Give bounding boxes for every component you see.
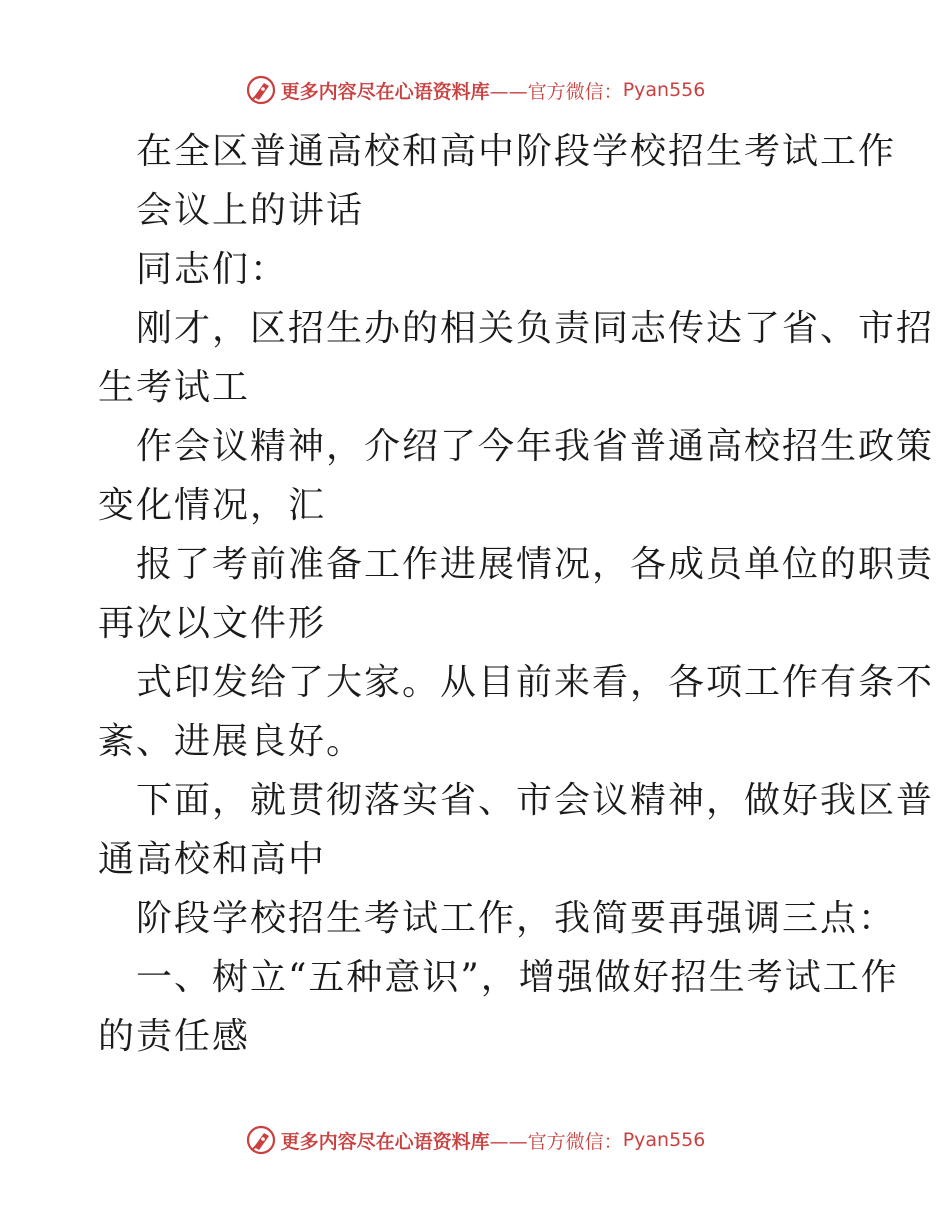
footer-banner — [0, 1120, 950, 1160]
paragraph-line: 再次以文件形 — [98, 603, 327, 644]
banner-prefix: 更多内容尽在心语资料库 — [280, 1130, 490, 1153]
banner-label: 官方微信： — [527, 1130, 623, 1153]
banner-dash: —— — [489, 1130, 528, 1153]
pen-nib-logo-icon — [245, 1124, 277, 1156]
document-title-line: 会议上的讲话 — [136, 190, 365, 231]
pen-nib-logo-icon — [245, 74, 277, 106]
banner-text — [281, 1127, 623, 1154]
paragraph-line: 紊、进展良好。 — [98, 721, 365, 762]
paragraph-line: 变化情况，汇 — [98, 485, 327, 526]
paragraph-line: 通高校和高中 — [98, 839, 327, 880]
paragraph-line: 阶段学校招生考试工作，我简要再强调三点： — [136, 898, 897, 939]
banner-handle: Pyan556 — [622, 79, 706, 101]
paragraph-line: 生考试工 — [98, 367, 251, 408]
header-banner — [0, 70, 950, 110]
banner-label: 官方微信： — [527, 80, 623, 103]
document-body — [98, 122, 935, 1066]
paragraph-line: 报了考前准备工作进展情况，各成员单位的职责 — [136, 544, 935, 585]
paragraph-line: 式印发给了大家。从目前来看，各项工作有条不 — [136, 662, 935, 703]
banner-handle: Pyan556 — [622, 1129, 706, 1151]
paragraph-line: 作会议精神，介绍了今年我省普通高校招生政策 — [136, 426, 935, 467]
section-heading-line: 一、树立“五种意识”，增强做好招生考试工作 — [136, 957, 899, 998]
banner-prefix: 更多内容尽在心语资料库 — [280, 80, 490, 103]
document-title-line: 在全区普通高校和高中阶段学校招生考试工作 — [136, 131, 897, 172]
paragraph-line: 下面，就贯彻落实省、市会议精神，做好我区普 — [136, 780, 935, 821]
paragraph-line: 刚才，区招生办的相关负责同志传达了省、市招 — [136, 308, 935, 349]
section-heading-line: 的责任感 — [98, 1016, 251, 1057]
banner-text — [281, 77, 623, 104]
salutation-line: 同志们： — [136, 249, 289, 290]
banner-dash: —— — [489, 80, 528, 103]
